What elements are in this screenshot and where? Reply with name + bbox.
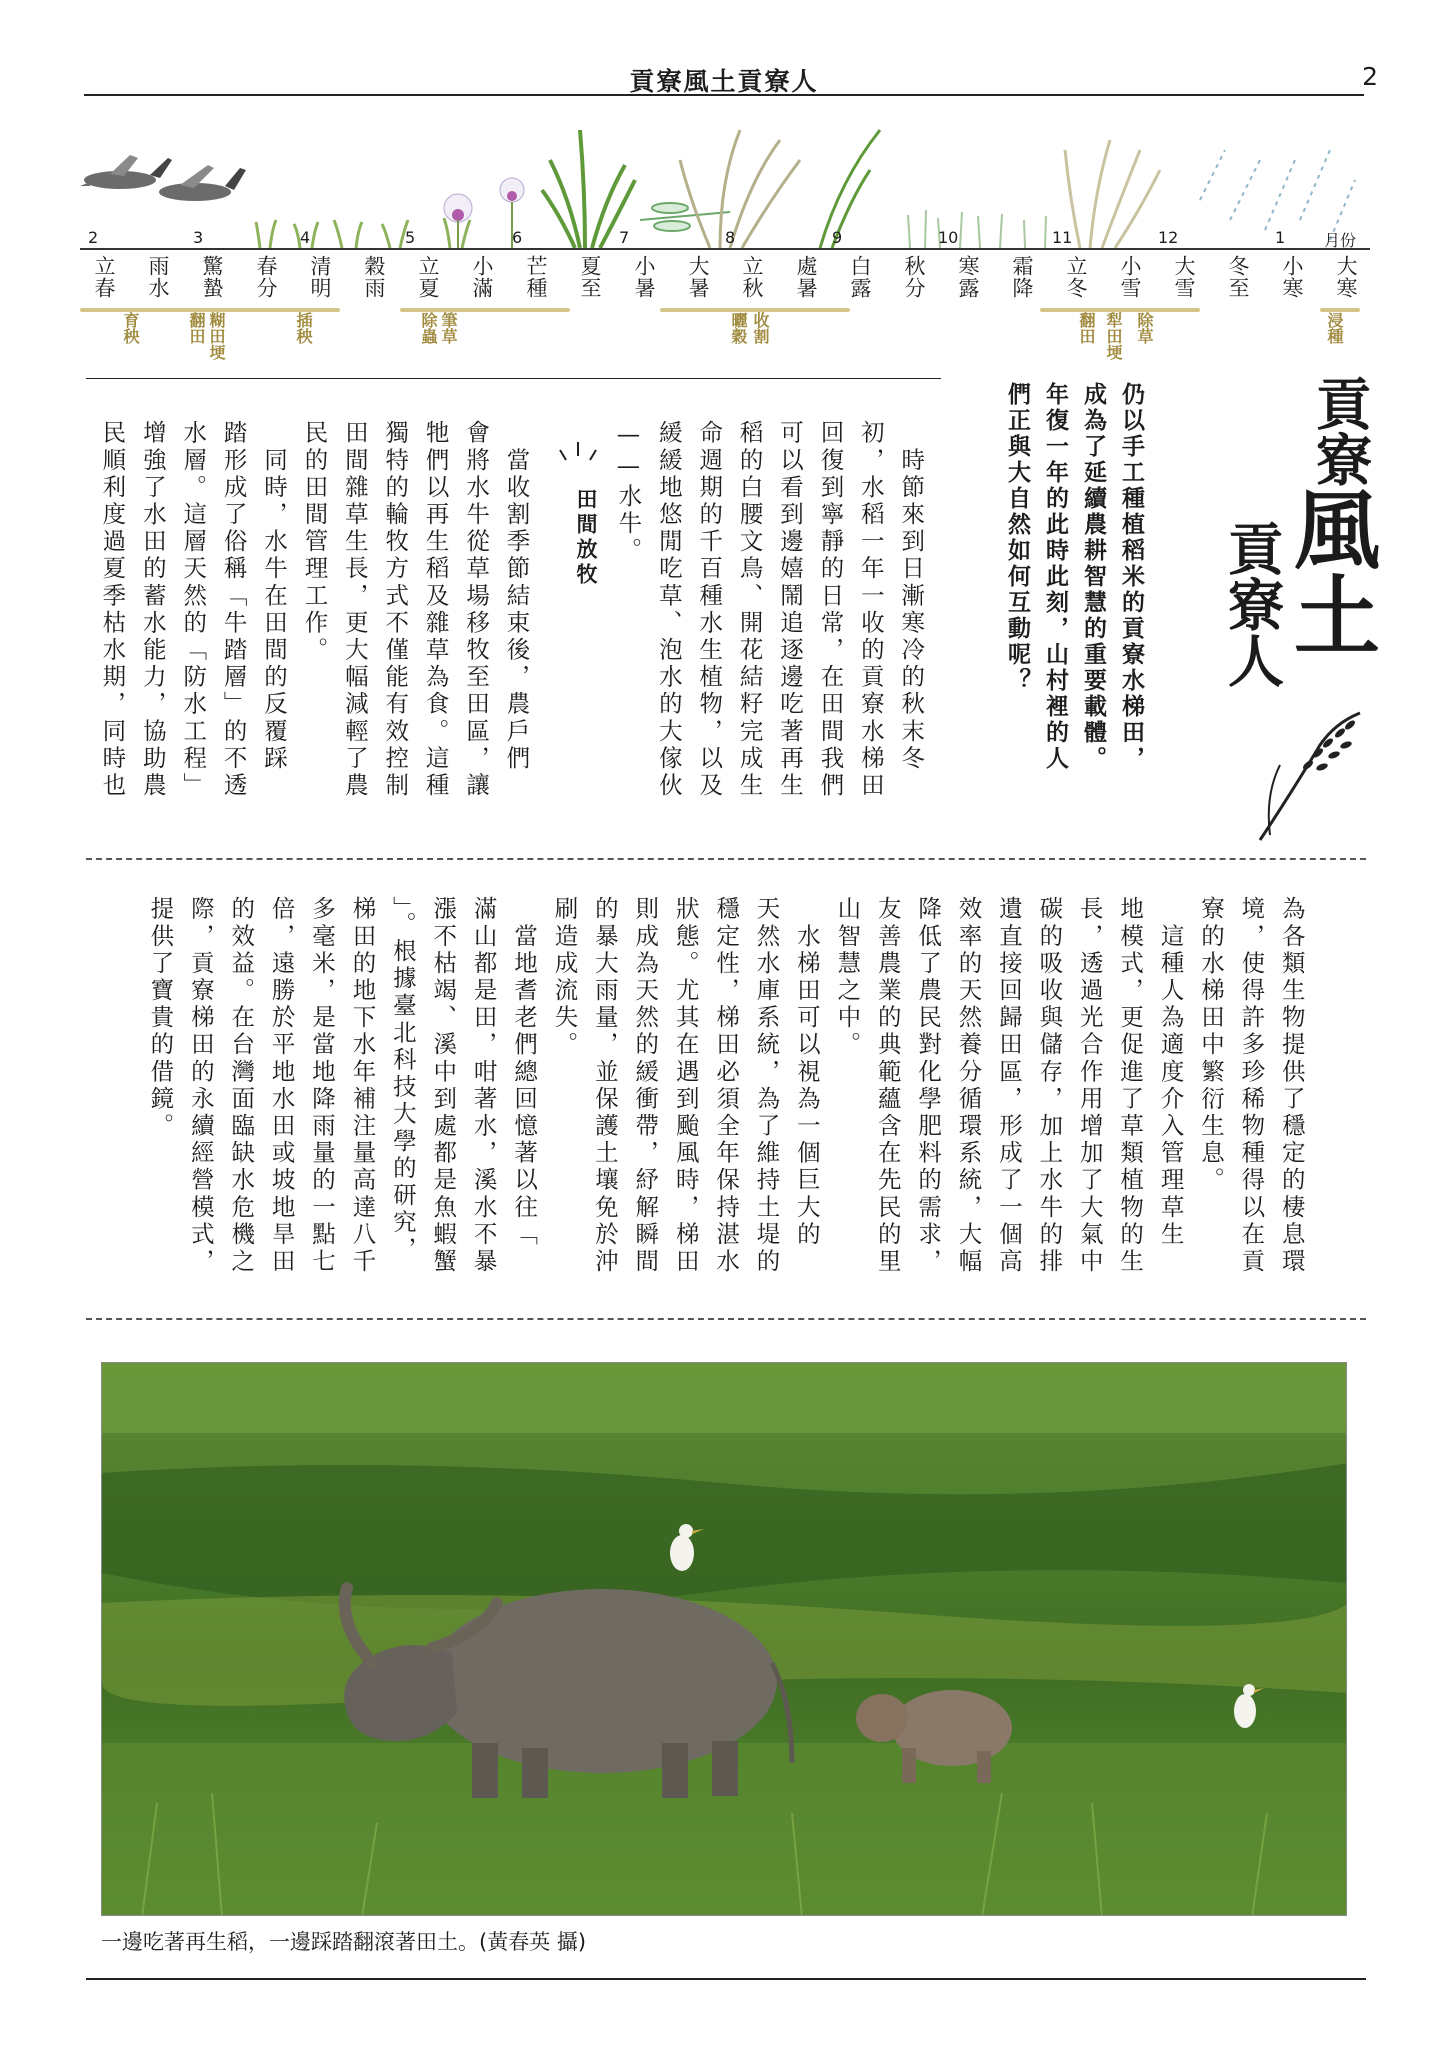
solar-term: 小寒 xyxy=(1280,255,1304,299)
month-label: 10 xyxy=(938,228,959,247)
solar-term: 冬至 xyxy=(1226,255,1250,299)
solar-term: 驚蟄 xyxy=(200,255,224,299)
text-line: 穩定性，梯田必須全年保持湛水 xyxy=(712,896,741,1276)
solar-term: 穀雨 xyxy=(362,255,386,299)
text-line: 獨特的輪牧方式不僅能有效控制 xyxy=(381,420,410,800)
text-line: 地模式，更促進了草類植物的生 xyxy=(1116,896,1145,1276)
activity-label: 翻田 xyxy=(187,312,206,344)
text-line: 為各類生物提供了穩定的棲息環 xyxy=(1277,896,1306,1276)
intro-line: 仍以手工種植稻米的貢寮水梯田， xyxy=(1118,382,1144,772)
text-line: 境，使得許多珍稀物種得以在貢 xyxy=(1237,896,1266,1276)
month-label: 月份 xyxy=(1324,231,1357,250)
solar-term: 大雪 xyxy=(1172,255,1196,299)
calendar-rule xyxy=(86,378,941,379)
text-line: 長，透過光合作用增加了大氣中 xyxy=(1075,896,1104,1276)
activity-label: 糊田埂 xyxy=(207,312,226,360)
section1-text-top xyxy=(608,420,931,820)
solar-term: 清明 xyxy=(308,255,332,299)
activity-label: 除草 xyxy=(1135,312,1154,344)
calendar-baseline xyxy=(80,248,1370,250)
activity-label: 插秧 xyxy=(294,312,313,344)
text-line: 狀態。尤其在遇到颱風時，梯田 xyxy=(671,896,700,1276)
section-divider xyxy=(86,1318,1366,1320)
month-label: 3 xyxy=(193,228,204,247)
text-line: 會將水牛從草場移牧至田區，讓 xyxy=(462,420,491,800)
intro-line: 們正與大自然如何互動呢？ xyxy=(1004,382,1030,694)
month-label: 8 xyxy=(725,228,736,247)
text-line: 天然水庫系統，為了維持土堤的 xyxy=(752,896,781,1276)
footer-rule xyxy=(86,1978,1366,1980)
text-line: 碳的吸收與儲存，加上水牛的排 xyxy=(1035,896,1064,1276)
silvergrass-icon xyxy=(1065,140,1160,248)
dragonfly-icon xyxy=(640,203,730,231)
text-line: 稻的白腰文鳥、開花結籽完成生 xyxy=(735,420,764,800)
solar-term: 秋分 xyxy=(902,255,926,299)
sparkle-icon xyxy=(556,438,616,468)
text-line: 牠們以再生稻及雜草為食。這種 xyxy=(421,420,450,800)
text-line: 可以看到邊嬉鬧追逐邊吃著再生 xyxy=(776,420,805,800)
text-line: 民的田間管理工作。 xyxy=(300,420,329,664)
text-line: 」。根據臺北科技大學的研究， xyxy=(388,896,417,1264)
text-line: 寮的水梯田中繁衍生息。 xyxy=(1196,896,1225,1195)
solar-term: 小暑 xyxy=(632,255,656,299)
month-label: 11 xyxy=(1052,228,1073,247)
text-line: 時節來到日漸寒冷的秋末冬 xyxy=(897,420,926,773)
solar-term: 芒種 xyxy=(524,255,548,299)
text-line: 則成為天然的緩衝帶，紓解瞬間 xyxy=(631,896,660,1276)
article-title-2 xyxy=(1279,485,1379,657)
month-label: 2 xyxy=(88,228,99,247)
month-label: 7 xyxy=(619,228,630,247)
text-line: 提供了寶貴的借鏡。 xyxy=(146,896,175,1140)
text-line: 山智慧之中。 xyxy=(833,896,862,1059)
text-line: 滿山都是田，咁著水，溪水不暴 xyxy=(469,896,498,1276)
rain-icon xyxy=(1200,150,1355,240)
text-line: 友善農業的典範蘊含在先民的里 xyxy=(873,896,902,1276)
intro-line: 成為了延續農耕智慧的重要載體。 xyxy=(1080,382,1106,772)
title-part-2: 風土 xyxy=(1279,485,1379,657)
page-number: 2 xyxy=(1362,62,1378,91)
text-line: 水層。這層天然的「防水工程」 xyxy=(179,420,208,800)
text-line: 這種人為適度介入管理草生 xyxy=(1156,896,1185,1249)
text-line: ——水牛。 xyxy=(614,420,643,565)
solar-term: 立秋 xyxy=(740,255,764,299)
solar-term: 處暑 xyxy=(794,255,818,299)
ripe-rice-icon xyxy=(680,130,800,248)
solar-term: 夏至 xyxy=(578,255,602,299)
farming-calendar xyxy=(80,120,1370,365)
text-line: 倍，遠勝於平地水田或坡地旱田 xyxy=(267,896,296,1276)
solar-term: 立冬 xyxy=(1064,255,1088,299)
text-line: 同時，水牛在田間的反覆踩 xyxy=(260,420,289,773)
solar-term: 立春 xyxy=(92,255,116,299)
month-label: 1 xyxy=(1275,228,1286,247)
activity-label: 犁田埂 xyxy=(1104,312,1123,360)
text-line: 命週期的千百種水生植物，以及 xyxy=(695,420,724,800)
text-line: 降低了農民對化學肥料的需求， xyxy=(914,896,943,1276)
title-part-1: 貢寮 xyxy=(1307,375,1372,487)
activity-label: 浸種 xyxy=(1325,312,1344,344)
grass-stubble-icon xyxy=(908,210,1046,248)
month-label: 4 xyxy=(300,228,311,247)
activity-label: 收割 xyxy=(751,312,770,344)
activity-label: 除蟲 xyxy=(419,312,438,344)
running-header: 貢寮風土貢寮人 xyxy=(629,67,819,96)
activity-label: 筆草 xyxy=(439,312,458,344)
month-label: 12 xyxy=(1158,228,1179,247)
text-line: 的暴大雨量，並保護土壤免於沖 xyxy=(590,896,619,1276)
text-line: 漲不枯竭、溪中到處都是魚蝦蟹 xyxy=(429,896,458,1276)
solar-term: 霜降 xyxy=(1010,255,1034,299)
activity-label: 曬穀 xyxy=(729,312,748,344)
photo-illustration xyxy=(102,1363,1347,1916)
text-line: 效率的天然養分循環系統，大幅 xyxy=(954,896,983,1276)
header-rule xyxy=(84,94,1364,96)
month-label: 6 xyxy=(512,228,523,247)
article-title xyxy=(1307,375,1372,487)
text-line: 多毫米，是當地降雨量的一點七 xyxy=(308,896,337,1276)
month-label: 5 xyxy=(405,228,416,247)
text-line: 的效益。在台灣面臨缺水危機之 xyxy=(227,896,256,1276)
text-line: 回復到寧靜的日常，在田間我們 xyxy=(816,420,845,800)
solar-term: 春分 xyxy=(254,255,278,299)
text-line: 水梯田可以視為一個巨大的 xyxy=(792,896,821,1249)
bird-icon xyxy=(80,155,172,189)
text-line: 田間雜草生長，更大幅減輕了農 xyxy=(340,420,369,800)
text-line: 踏形成了俗稱「牛踏層」的不透 xyxy=(219,420,248,800)
intro-paragraph xyxy=(998,382,1150,852)
text-line: 初，水稻一年一收的貢寮水梯田 xyxy=(856,420,885,800)
bird-icon xyxy=(159,165,246,201)
title-part-3: 貢寮人 xyxy=(1219,520,1284,688)
activity-label: 翻田 xyxy=(1077,312,1096,344)
solar-term: 大寒 xyxy=(1334,255,1358,299)
text-line: 遺直接回歸田區，形成了一個高 xyxy=(994,896,1023,1276)
text-line: 增強了水田的蓄水能力，協助農 xyxy=(138,420,167,800)
section1-text-bottom xyxy=(92,420,536,820)
rice-stalk-icon xyxy=(1250,705,1370,845)
activity-label: 育秧 xyxy=(121,312,140,344)
solar-term: 立夏 xyxy=(416,255,440,299)
section2-text xyxy=(140,896,1312,1306)
water-buffalo-photo xyxy=(101,1362,1347,1916)
solar-term: 大暑 xyxy=(686,255,710,299)
section-divider xyxy=(86,858,1366,860)
text-line: 際，貢寮梯田的永續經營模式， xyxy=(186,896,215,1276)
seedling-icon xyxy=(256,218,470,248)
text-line: 當地耆老們總回憶著以往「 xyxy=(510,896,539,1249)
intro-line: 年復一年的此時此刻，山村裡的人 xyxy=(1042,382,1068,772)
solar-term: 雨水 xyxy=(146,255,170,299)
text-line: 刷造成流失。 xyxy=(550,896,579,1059)
photo-caption: 一邊吃著再生稻，一邊踩踏翻滾著田土。(黃春英 攝) xyxy=(101,1930,587,1954)
solar-term: 寒露 xyxy=(956,255,980,299)
month-label: 9 xyxy=(832,228,843,247)
section-subtitle: 田間放牧 xyxy=(574,488,598,588)
solar-term: 白露 xyxy=(848,255,872,299)
text-line: 當收割季節結束後，農戶們 xyxy=(502,420,531,773)
article-title-3 xyxy=(1219,520,1284,688)
text-line: 民順利度過夏季枯水期，同時也 xyxy=(98,420,127,800)
solar-term: 小雪 xyxy=(1118,255,1142,299)
text-line: 緩緩地悠閒吃草、泡水的大傢伙 xyxy=(654,420,683,800)
solar-term: 小滿 xyxy=(470,255,494,299)
text-line: 梯田的地下水年補注量高達八千 xyxy=(348,896,377,1276)
